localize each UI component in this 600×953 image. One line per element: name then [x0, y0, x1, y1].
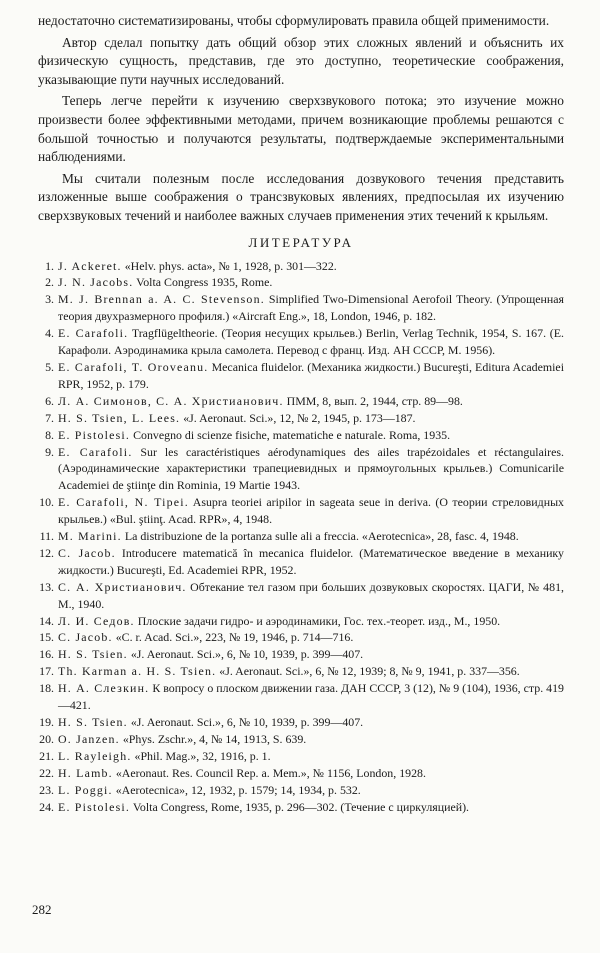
reference-author: C. Jacob.	[58, 630, 113, 645]
page-number: 282	[32, 902, 52, 917]
paragraph-3: Теперь легче перейти к изучению сверхзвукового потока; это изучение можно произвести более эффективными методами, причем возникающие проблемы решаются с большой точностью и получаются результаты, подтверждаемые экспериментальными наблюдениями.	[38, 93, 564, 165]
reference-number: 19 .	[28, 714, 54, 731]
reference-number: 18 .	[28, 680, 54, 697]
reference-text: «Aeronaut. Res. Council Rep. a. Mem.», № 1156, London, 1928.	[115, 765, 426, 780]
reference-author: C. Jacob.	[58, 545, 116, 560]
reference-author: Н. А. Слезкин.	[58, 681, 150, 696]
reference-item	[38, 714, 564, 731]
reference-author: Th. Karman a. H. S. Tsien.	[58, 664, 217, 679]
reference-item	[38, 799, 564, 816]
reference-author: L. Rayleigh.	[58, 748, 132, 763]
reference-number: 9 .	[28, 444, 54, 461]
reference-item	[38, 646, 564, 663]
reference-author: M. J. Brennan a. A. C. Stevenson.	[58, 292, 265, 307]
reference-item	[38, 494, 564, 528]
reference-text: Обтекание тел газом при больших дозвуковых скоростях. ЦАГИ, № 481, М., 1940.	[58, 579, 564, 611]
reference-text: Плоские задачи гидро- и аэродинамики, Гос. тех.-теорет. изд., М., 1950.	[137, 613, 501, 628]
reference-text: Sur les caractéristiques aérodynamiques des ailes trapézoidales et réctangulaires. (Аэродинамические характеристики трапециевидных и прямоугольных крыльев.) Comunicarile Academiei de ştiinţe din Rominia, 19 Martie 1943.	[58, 444, 564, 493]
reference-item	[38, 579, 564, 613]
reference-item	[38, 359, 564, 393]
reference-author: H. Lamb.	[58, 765, 113, 780]
reference-number: 6 .	[28, 393, 54, 410]
reference-number: 12 .	[28, 545, 54, 562]
reference-author: M. Marini.	[58, 529, 122, 544]
reference-item	[38, 291, 564, 325]
reference-number: 11 .	[28, 528, 54, 545]
reference-number: 20 .	[28, 731, 54, 748]
reference-author: E. Carafoli.	[58, 444, 133, 459]
reference-author: H. S. Tsien, L. Lees.	[58, 410, 181, 425]
reference-text: Simplified Two-Dimensional Aerofoil Theory. (Упрощенная теория двухразмерного профиля.) «Aircraft Eng.», 18, London, 1946, p. 182.	[58, 292, 564, 324]
paragraph-1: недостаточно систематизированы, чтобы сформулировать правила общей применимости.	[38, 13, 550, 28]
reference-number: 4 .	[28, 325, 54, 342]
reference-item	[38, 613, 564, 630]
reference-author: L. Poggi.	[58, 782, 113, 797]
reference-author: Л. И. Седов.	[58, 613, 135, 628]
reference-number: 13 .	[28, 579, 54, 596]
reference-author: O. Janzen.	[58, 731, 120, 746]
reference-item	[38, 782, 564, 799]
reference-author: H. S. Tsien.	[58, 647, 128, 662]
reference-item	[38, 663, 564, 680]
reference-author: С. А. Христианович.	[58, 579, 187, 594]
reference-item	[38, 629, 564, 646]
reference-number: 14 .	[28, 613, 54, 630]
reference-author: E. Pistolesi.	[58, 427, 131, 442]
reference-text: Volta Congress, Rome, 1935, p. 296—302. (Течение с циркуляцией).	[132, 799, 470, 814]
reference-author: Л. А. Симонов, С. А. Христианович.	[58, 393, 284, 408]
reference-number: 21 .	[28, 748, 54, 765]
reference-item	[38, 528, 564, 545]
reference-item	[38, 258, 564, 275]
reference-text: Convegno di scienze fisiche, matematiche e naturale. Roma, 1935.	[133, 427, 451, 442]
reference-text: «Helv. phys. acta», № 1, 1928, p. 301—322.	[124, 258, 337, 273]
reference-item	[38, 393, 564, 410]
reference-number: 8 .	[28, 427, 54, 444]
reference-text: ПММ, 8, вып. 2, 1944, стр. 89—98.	[286, 393, 463, 408]
reference-number: 23 .	[28, 782, 54, 799]
reference-text: «Phys. Zschr.», 4, № 14, 1913, S. 639.	[122, 731, 307, 746]
reference-text: «J. Aeronaut. Sci.», 6, № 10, 1939, p. 399—407.	[130, 647, 364, 662]
reference-author: E. Carafoli.	[58, 326, 129, 341]
reference-number: 2 .	[28, 274, 54, 291]
reference-text: Mecanica fluidelor. (Механика жидкости.) Bucureşti, Editura Academiei RPR, 1952, p. 179.	[58, 359, 564, 391]
reference-text: «J. Aeronaut. Sci.», 12, № 2, 1945, p. 173—187.	[183, 410, 416, 425]
reference-number: 3 .	[28, 291, 54, 308]
reference-text: «J. Aeronaut. Sci.», 6, № 12, 1939; 8, № 9, 1941, p. 337—356.	[219, 664, 520, 679]
reference-author: H. S. Tsien.	[58, 715, 128, 729]
paragraph-4: Мы считали полезным после исследования дозвукового течения представить изложенные выше соображения о трансзвуковых явлениях, предпосылая их изучению сверхзвуковых течений и наиболее важных случаев применения этих течений к крыльям.	[38, 170, 564, 223]
reference-number: 17 .	[28, 663, 54, 680]
reference-number: 10 .	[28, 494, 54, 511]
reference-author: E. Carafoli, T. Oroveanu.	[58, 359, 209, 374]
reference-item	[38, 427, 564, 444]
reference-text: Tragflügeltheorie. (Теория несущих крыльев.) Berlin, Verlag Technik, 1954, S. 167. (Е. Карафоли. Аэродинамика крыла самолета. Перевод с франц. Изд. АН СССР, М. 1956).	[58, 326, 564, 358]
reference-text: «J. Aeronaut. Sci.», 6, № 10, 1939, p. 399—407.	[130, 715, 364, 729]
reference-item	[38, 765, 564, 782]
reference-number: 15 .	[28, 629, 54, 646]
reference-author: J. Ackeret.	[58, 258, 122, 273]
reference-text: Asupra teoriei aripilor in sageata seue in deriva. (О теории стреловидных крыльев.) «Bul. ştiinţ. Acad. RPR», 4, 1948.	[58, 495, 564, 527]
reference-number: 1 .	[28, 258, 54, 275]
reference-text: К вопросу о плоском движении газа. ДАН СССР, 3 (12), № 9 (104), 1936, стр. 419—421.	[58, 681, 564, 713]
reference-text: «Aerotecnica», 12, 1932, p. 1579; 14, 1934, p. 532.	[115, 782, 361, 797]
reference-item	[38, 410, 564, 427]
literature-heading: ЛИТЕРАТУРА	[248, 234, 354, 250]
reference-item	[38, 274, 564, 291]
reference-number: 22 .	[28, 765, 54, 782]
reference-number: 16 .	[28, 646, 54, 663]
reference-author: E. Carafoli, N. Tipei.	[58, 495, 189, 510]
reference-item	[38, 748, 564, 765]
reference-number: 7 .	[28, 410, 54, 427]
page-content	[38, 12, 564, 815]
reference-number: 24 .	[28, 799, 54, 816]
paragraph-2: Автор сделал попытку дать общий обзор этих сложных явлений и объяснить их физическую сущность, представив, где это доступно, теоретические соображения, указывающие пути научных исследований.	[38, 34, 564, 87]
reference-author: E. Pistolesi.	[58, 799, 131, 814]
reference-text: «C. r. Acad. Sci.», 223, № 19, 1946, p. 714—716.	[115, 630, 354, 645]
reference-item	[38, 731, 564, 748]
reference-text: La distribuzione de la portanza sulle ali a freccia. «Aerotecnica», 28, fasc. 4, 1948.	[124, 529, 519, 544]
reference-item	[38, 545, 564, 579]
reference-item	[38, 680, 564, 714]
reference-text: Volta Congress 1935, Rome.	[136, 275, 273, 290]
reference-text: «Phil. Mag.», 32, 1916, p. 1.	[134, 748, 271, 763]
reference-author: J. N. Jacobs.	[58, 275, 134, 290]
reference-item	[38, 325, 564, 359]
reference-text: Introducere matematică în mecanica fluidelor. (Математическое введение в механику жидкости.) Bucureşti, Ed. Academiei RPR, 1952.	[58, 545, 564, 577]
reference-list	[38, 258, 564, 816]
reference-item	[38, 444, 564, 495]
reference-number: 5 .	[28, 359, 54, 376]
